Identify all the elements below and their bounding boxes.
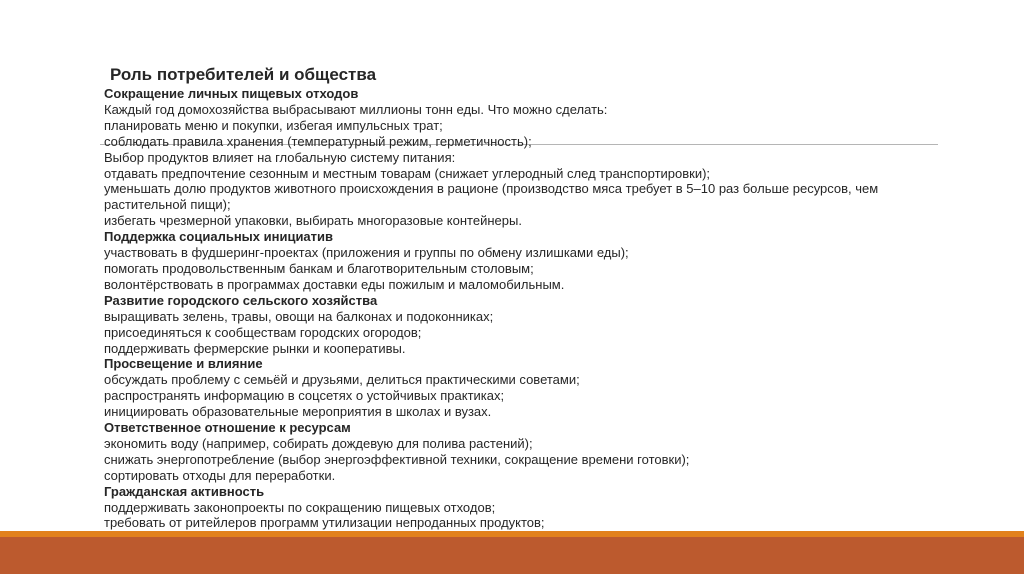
section-line: присоединяться к сообществам городских огородов; (104, 324, 422, 340)
section-heading: Поддержка социальных инициатив (104, 229, 334, 245)
section-urban-agriculture (104, 293, 944, 357)
section-line: планировать меню и покупки, избегая импульсных трат; (104, 117, 443, 133)
section-line: выращивать зелень, травы, овощи на балконах и подоконниках; (104, 308, 494, 324)
section-heading: Развитие городского сельского хозяйства (104, 292, 378, 308)
section-heading: Просвещение и влияние (104, 356, 263, 372)
section-social-initiatives (104, 229, 944, 293)
section-heading: Ответственное отношение к ресурсам (104, 420, 351, 436)
section-line: распространять информацию в соцсетях о устойчивых практиках; (104, 388, 505, 404)
section-line: волонтёрствовать в программах доставки еды пожилым и маломобильным. (104, 276, 565, 292)
section-line: соблюдать правила хранения (температурный режим, герметичность); (104, 133, 532, 149)
section-resource-responsibility (104, 420, 944, 484)
slide-content (104, 64, 944, 547)
slide-title: Роль потребителей и общества (110, 65, 377, 84)
section-heading: Гражданская активность (104, 483, 265, 499)
section-line: требовать от ритейлеров программ утилизации непроданных продуктов; (104, 515, 545, 531)
section-heading: Сокращение личных пищевых отходов (104, 86, 359, 101)
section-education-influence (104, 356, 944, 420)
section-line: инициировать образовательные мероприятия в школах и вузах. (104, 404, 492, 420)
section-line: снижать энергопотребление (выбор энергоэффективной техники, сокращение времени готовки); (104, 451, 690, 467)
section-line: экономить воду (например, собирать дождевую для полива растений); (104, 435, 533, 451)
section-line: обсуждать проблему с семьёй и друзьями, делиться практическими советами; (104, 372, 580, 388)
section-line: Выбор продуктов влияет на глобальную систему питания: (104, 149, 456, 165)
section-line: помогать продовольственным банкам и благотворительным столовым; (104, 260, 534, 276)
section-line: сортировать отходы для переработки. (104, 467, 336, 483)
section-line: поддерживать законопроекты по сокращению пищевых отходов; (104, 499, 496, 515)
footer-bar (0, 537, 1024, 574)
section-personal-waste (104, 86, 944, 229)
section-line: Каждый год домохозяйства выбрасывают миллионы тонн еды. Что можно сделать: (104, 101, 608, 117)
section-line: отдавать предпочтение сезонным и местным товарам (снижает углеродный след транспортировки); (104, 165, 711, 181)
section-line: уменьшать долю продуктов животного происхождения в рационе (производство мяса требует в 5–10 раз больше ресурсов, чем растительной пищи); (104, 181, 879, 213)
section-line: участвовать в фудшеринг-проектах (приложения и группы по обмену излишками еды); (104, 245, 629, 261)
section-line: поддерживать фермерские рынки и кооперативы. (104, 340, 406, 356)
section-line: избегать чрезмерной упаковки, выбирать многоразовые контейнеры. (104, 213, 522, 229)
